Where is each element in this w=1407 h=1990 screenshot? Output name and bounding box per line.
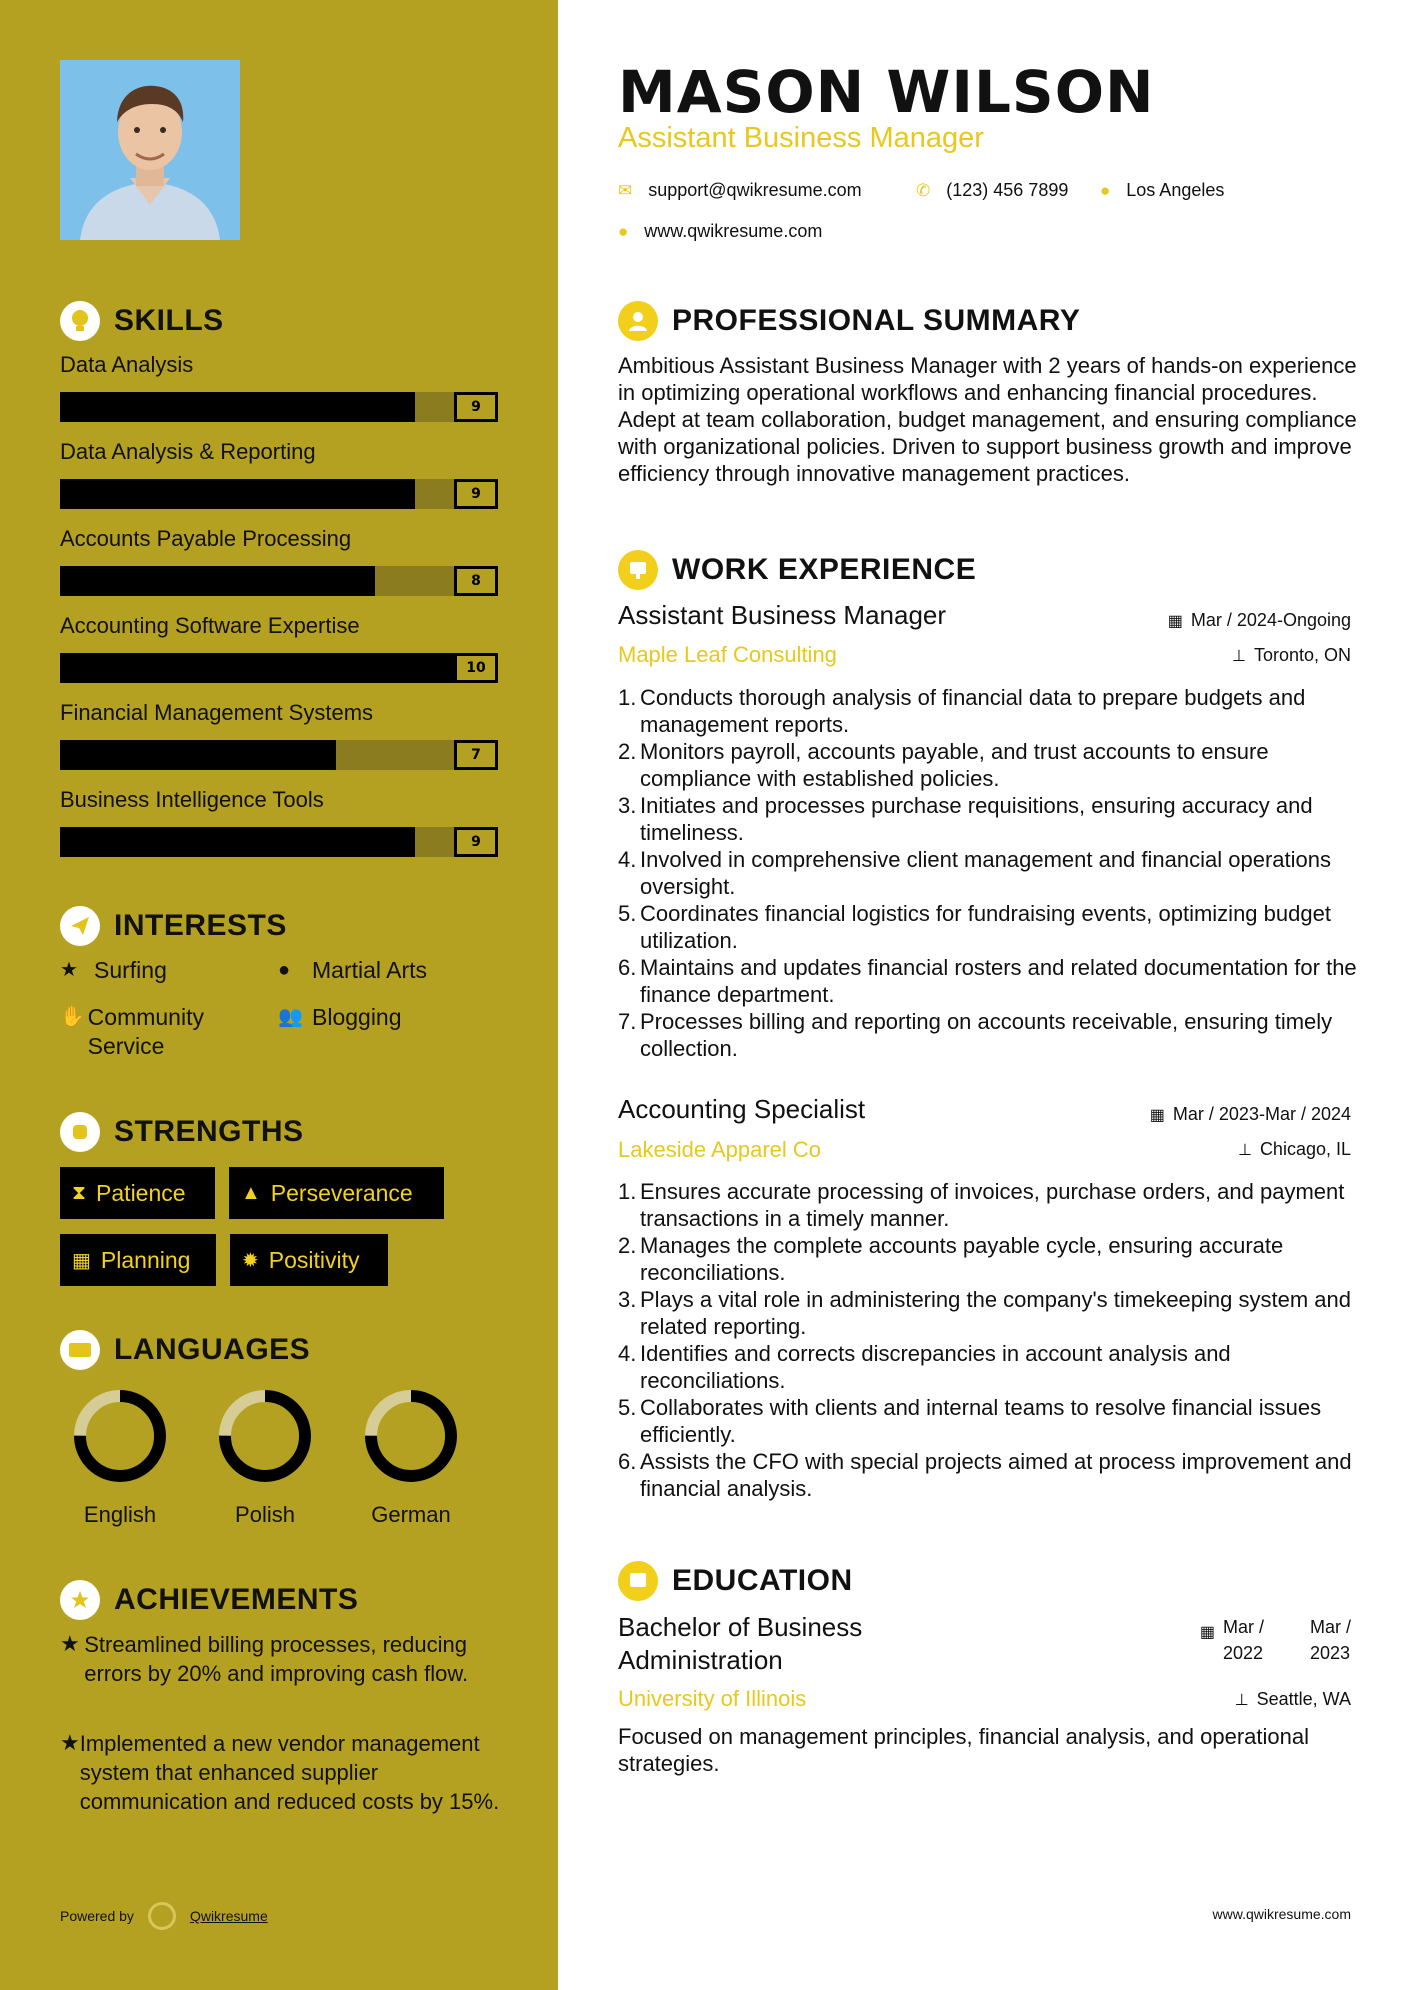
achievement-text: Streamlined billing processes, reducing errors by 20% and improving cash flow. xyxy=(84,1632,469,1686)
language-item xyxy=(356,1386,466,1528)
achievements-title: ACHIEVEMENTS xyxy=(114,1583,359,1616)
skill-item xyxy=(60,700,498,763)
achievement-item xyxy=(60,1630,500,1688)
contact-location xyxy=(1100,180,1224,201)
pin-icon: ⊥ xyxy=(1234,1691,1249,1709)
skill-name: Business Intelligence Tools xyxy=(60,787,324,812)
star-badge-icon xyxy=(60,1580,100,1620)
skill-item xyxy=(60,787,498,850)
star-icon: ★ xyxy=(60,959,78,981)
strength-label: Patience xyxy=(96,1179,186,1206)
users-icon: 👥 xyxy=(278,1006,303,1028)
interest-label: Community Service xyxy=(87,1004,204,1059)
language-label: English xyxy=(83,1502,157,1527)
contact-email[interactable] xyxy=(618,180,862,201)
language-ring xyxy=(361,1386,461,1486)
list-item: 5. Collaborates with clients and internal teams to resolve financial issues efficiently. xyxy=(618,1395,1322,1447)
qwikresume-logo-icon xyxy=(148,1902,176,1930)
powered-prefix: Powered by xyxy=(60,1908,134,1924)
skill-item xyxy=(60,439,498,502)
pin-icon: ⊥ xyxy=(1232,647,1246,665)
hand-icon: ✋ xyxy=(60,1006,85,1028)
language-item xyxy=(210,1386,320,1528)
strength-label: Positivity xyxy=(268,1246,360,1273)
list-item: 2. Manages the complete accounts payable cycle, ensuring accurate reconciliations. xyxy=(618,1233,1284,1285)
experience-header xyxy=(618,550,976,590)
location-text: Los Angeles xyxy=(1126,180,1225,200)
skills-title: SKILLS xyxy=(114,304,224,337)
map-pin-icon: ● xyxy=(1100,180,1111,200)
interest-label: Blogging xyxy=(312,1004,402,1030)
contact-phone[interactable] xyxy=(916,180,1068,201)
job-dates xyxy=(1150,1104,1351,1125)
skill-value: 10 xyxy=(454,653,498,683)
interest-label: Martial Arts xyxy=(312,957,428,983)
summary-header xyxy=(618,301,1080,341)
list-item: 1. Conducts thorough analysis of financial data to prepare budgets and management reports. xyxy=(618,685,1306,737)
languages-title: LANGUAGES xyxy=(114,1333,311,1366)
interest-item xyxy=(278,1003,402,1032)
calendar-icon: ▦ xyxy=(1167,612,1183,630)
skill-bar xyxy=(60,479,498,509)
job-dates xyxy=(1168,610,1351,631)
contact-website[interactable] xyxy=(618,221,822,242)
skill-value: 8 xyxy=(454,566,498,596)
language-icon xyxy=(60,1330,100,1370)
calendar-icon: ▦ xyxy=(72,1249,91,1272)
strength-chip xyxy=(60,1167,215,1219)
profile-photo xyxy=(60,60,240,240)
lightbulb-icon xyxy=(60,301,100,341)
graduation-cap-icon xyxy=(618,1561,658,1601)
interests-header xyxy=(60,906,287,946)
education-text: Focused on management principles, financial analysis, and operational strategies. xyxy=(618,1724,1309,1776)
paper-plane-icon xyxy=(60,906,100,946)
list-item: 5. Coordinates financial logistics for fundraising events, optimizing budget utilization. xyxy=(618,901,1331,953)
skill-bar-fill xyxy=(60,479,415,509)
degree-line: Bachelor of Business xyxy=(618,1612,863,1642)
education-title: EDUCATION xyxy=(672,1564,853,1597)
envelope-icon: ✉ xyxy=(618,180,633,200)
job-title: Accounting Specialist xyxy=(618,1094,866,1124)
language-ring xyxy=(215,1386,315,1486)
candidate-name: MASON WILSON xyxy=(618,58,1155,126)
skill-value: 9 xyxy=(454,827,498,857)
job-bullets xyxy=(618,1178,1368,1502)
phone-text: (123) 456 7899 xyxy=(946,180,1069,200)
strength-chip xyxy=(60,1234,216,1286)
powered-link[interactable]: Qwikresume xyxy=(189,1908,268,1924)
interest-item xyxy=(60,1003,250,1061)
skill-bar xyxy=(60,827,498,857)
interest-item xyxy=(60,956,167,985)
interest-item xyxy=(278,956,427,985)
degree-line: Administration xyxy=(618,1645,783,1675)
skill-name: Accounts Payable Processing xyxy=(60,526,352,551)
experience-title: WORK EXPERIENCE xyxy=(672,553,977,586)
skill-item xyxy=(60,352,498,415)
skill-value: 9 xyxy=(454,479,498,509)
main-content xyxy=(558,0,1407,1990)
list-item: 1. Ensures accurate processing of invoices, purchase orders, and payment transactions in a timely manner. xyxy=(618,1179,1345,1231)
candidate-role: Assistant Business Manager xyxy=(618,122,984,154)
star-icon: ★ xyxy=(60,1632,80,1657)
education-end: Mar / 2023 xyxy=(1309,1617,1351,1663)
skill-bar-fill xyxy=(60,827,415,857)
skill-item xyxy=(60,526,498,589)
job-location-text: Toronto, ON xyxy=(1253,645,1351,665)
job-company: Lakeside Apparel Co xyxy=(618,1137,822,1162)
summary-title: PROFESSIONAL SUMMARY xyxy=(672,304,1081,337)
list-item: 4. Involved in comprehensive client management and financial operations oversight. xyxy=(618,847,1331,899)
degree-title xyxy=(618,1611,862,1677)
languages-header xyxy=(60,1330,310,1370)
school-name: University of Illinois xyxy=(618,1686,807,1711)
calendar-icon: ▦ xyxy=(1149,1106,1165,1124)
footer-url[interactable]: www.qwikresume.com xyxy=(1212,1906,1351,1922)
skill-item xyxy=(60,613,498,676)
interest-label: Surfing xyxy=(94,957,167,983)
globe-icon: ● xyxy=(618,221,629,241)
website-text: www.qwikresume.com xyxy=(644,221,823,241)
list-item: 3. Initiates and processes purchase requisitions, ensuring accuracy and timeliness. xyxy=(618,793,1313,845)
list-item: 6. Maintains and updates financial rosters and related documentation for the finance department. xyxy=(618,955,1357,1007)
skill-value: 7 xyxy=(454,740,498,770)
strength-chip xyxy=(230,1234,388,1286)
skill-name: Financial Management Systems xyxy=(60,700,374,725)
achievements-header xyxy=(60,1580,358,1620)
skill-bar-fill xyxy=(60,740,336,770)
education-location-text: Seattle, WA xyxy=(1256,1689,1351,1709)
strength-label: Planning xyxy=(100,1246,191,1273)
skill-bar xyxy=(60,392,498,422)
briefcase-icon xyxy=(618,550,658,590)
email-text: support@qwikresume.com xyxy=(648,180,862,200)
strength-chip xyxy=(229,1167,444,1219)
user-icon xyxy=(618,301,658,341)
job-location-text: Chicago, IL xyxy=(1259,1139,1351,1159)
strengths-title: STRENGTHS xyxy=(114,1115,304,1148)
summary-text: Ambitious Assistant Business Manager with 2 years of hands-on experience in optimizing operational workflows and enhancing financial procedures. Adept at team collaboration, budget management, and ensuring compliance with organizational policies. Driven to support business growth and improve efficiency through innovative management practices. xyxy=(618,353,1357,486)
language-item xyxy=(65,1386,175,1528)
skill-bar-fill xyxy=(60,653,454,683)
list-item: 3. Plays a vital role in administering the company's timekeeping system and related reporting. xyxy=(618,1287,1351,1339)
education-header xyxy=(618,1561,853,1601)
skill-name: Data Analysis & Reporting xyxy=(60,439,316,464)
skill-bar-fill xyxy=(60,392,415,422)
language-label: Polish xyxy=(235,1502,295,1527)
achievement-text: Implemented a new vendor management system that enhanced supplier communication and reduced costs by 15%. xyxy=(79,1731,500,1814)
phone-icon: ✆ xyxy=(916,180,931,200)
list-item: 4. Identifies and corrects discrepancies in account analysis and reconciliations. xyxy=(618,1341,1231,1393)
job-title: Assistant Business Manager xyxy=(618,600,947,630)
strengths-header xyxy=(60,1112,304,1152)
education-start: Mar / 2022 xyxy=(1222,1617,1264,1663)
strength-label: Perseverance xyxy=(270,1179,413,1206)
education-dates xyxy=(1200,1614,1351,1666)
sun-icon: ✹ xyxy=(242,1249,259,1272)
job-dates-text: Mar / 2024-Ongoing xyxy=(1190,610,1351,630)
road-icon: ▲ xyxy=(241,1181,261,1204)
pin-icon: ⊥ xyxy=(1238,1141,1252,1159)
list-item: 6. Assists the CFO with special projects aimed at process improvement and financial analysis. xyxy=(618,1449,1352,1501)
skill-bar xyxy=(60,740,498,770)
job-company: Maple Leaf Consulting xyxy=(618,642,837,667)
interests-title: INTERESTS xyxy=(114,909,287,942)
fist-icon xyxy=(60,1112,100,1152)
list-item: 7. Processes billing and reporting on accounts receivable, ensuring timely collection. xyxy=(618,1009,1333,1061)
job-location xyxy=(1238,1139,1351,1160)
skill-bar xyxy=(60,566,498,596)
skill-bar-fill xyxy=(60,566,375,596)
education-location xyxy=(1235,1689,1351,1710)
list-item: 2. Monitors payroll, accounts payable, and trust accounts to ensure compliance with established policies. xyxy=(618,739,1269,791)
skill-value: 9 xyxy=(454,392,498,422)
job-location xyxy=(1232,645,1351,666)
sidebar xyxy=(0,0,558,1990)
skill-bar xyxy=(60,653,498,683)
achievement-item xyxy=(60,1729,500,1816)
job-bullets xyxy=(618,684,1368,1062)
skills-header xyxy=(60,301,224,341)
skill-name: Data Analysis xyxy=(60,352,194,377)
star-icon: ★ xyxy=(60,1731,80,1756)
powered-by xyxy=(60,1902,268,1930)
job-dates-text: Mar / 2023-Mar / 2024 xyxy=(1172,1104,1351,1124)
hourglass-icon: ⧗ xyxy=(72,1181,87,1204)
calendar-icon: ▦ xyxy=(1199,1624,1215,1641)
globe-icon: ● xyxy=(278,959,291,981)
language-label: German xyxy=(371,1502,451,1527)
skill-name: Accounting Software Expertise xyxy=(60,613,360,638)
language-ring xyxy=(70,1386,170,1486)
